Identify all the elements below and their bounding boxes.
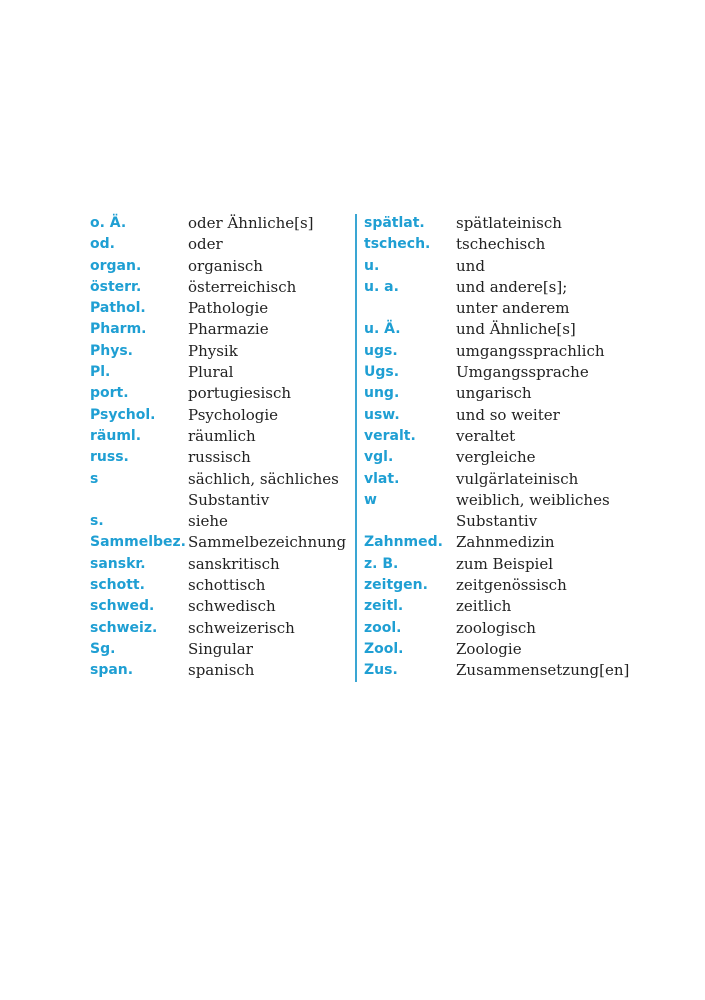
abbreviation-term: vlat.: [364, 470, 400, 487]
meaning-line: veraltet: [456, 426, 516, 445]
abbreviation-entry: [364, 319, 664, 340]
abbreviation-entry: [90, 469, 352, 512]
meaning-line: Psychologie: [188, 405, 279, 424]
abbreviation-term: vgl.: [364, 449, 394, 466]
abbreviation-entry: [364, 277, 664, 320]
meaning-line: schottisch: [188, 576, 266, 595]
meaning-line: sächlich, sächliches: [188, 469, 339, 488]
abbreviation-meaning: [456, 554, 553, 575]
abbreviation-entry: [364, 554, 664, 575]
meaning-line: schwedisch: [188, 597, 276, 616]
abbreviation-entry: [364, 639, 664, 660]
abbreviation-entry: [90, 319, 352, 340]
abbreviation-term: schweiz.: [90, 619, 158, 636]
abbreviation-term: Zus.: [364, 662, 398, 679]
abbreviation-entry: [90, 234, 352, 255]
meaning-line: siehe: [188, 512, 228, 531]
abbreviation-meaning: [188, 532, 346, 553]
abbreviation-meaning: [456, 277, 570, 320]
abbreviation-entry: [90, 639, 352, 660]
abbreviation-term: Zool.: [364, 640, 404, 657]
abbreviation-term: russ.: [90, 449, 129, 466]
abbreviation-term: zool.: [364, 619, 402, 636]
abbreviation-term: zeitgen.: [364, 577, 428, 594]
abbreviation-term: schwed.: [90, 598, 155, 615]
abbreviation-entry: [90, 277, 352, 298]
abbreviation-term: Psychol.: [90, 406, 156, 423]
abbreviation-term: Ugs.: [364, 364, 400, 381]
abbreviation-term: s: [90, 470, 99, 487]
abbreviation-meaning: [456, 532, 555, 553]
meaning-line: Singular: [188, 639, 253, 658]
abbreviation-meaning: [456, 405, 560, 426]
abbreviation-entry: [90, 298, 352, 319]
meaning-line: sanskritisch: [188, 554, 280, 573]
meaning-line: Pathologie: [188, 299, 269, 318]
meaning-line: zoologisch: [456, 618, 536, 637]
abbreviation-entry: [364, 362, 664, 383]
abbreviation-meaning: [188, 341, 238, 362]
abbreviation-entry: [90, 256, 352, 277]
meaning-line: Plural: [188, 363, 234, 382]
abbreviation-term: od.: [90, 236, 115, 253]
abbreviation-entry: [364, 426, 664, 447]
abbreviation-term: Sg.: [90, 640, 116, 657]
meaning-line: Substantiv: [456, 512, 538, 531]
abbreviation-entry: [364, 234, 664, 255]
abbreviation-meaning: [188, 362, 233, 383]
abbreviation-entry: [364, 469, 664, 490]
abbreviation-term: Pathol.: [90, 300, 146, 317]
abbreviation-term: veralt.: [364, 427, 416, 444]
meaning-line: vergleiche: [456, 448, 536, 467]
abbreviation-entry: [90, 426, 352, 447]
abbreviation-entry: [364, 490, 664, 533]
abbreviation-meaning: [456, 319, 576, 340]
meaning-line: und so weiter: [456, 405, 560, 424]
abbreviation-term: spätlat.: [364, 215, 425, 231]
abbreviation-term: zeitl.: [364, 598, 404, 615]
abbreviation-term: Pharm.: [90, 321, 147, 338]
abbreviation-entry: [90, 554, 352, 575]
abbreviation-entry: [90, 618, 352, 639]
abbreviation-term: österr.: [90, 278, 142, 295]
abbreviation-meaning: [188, 447, 251, 468]
abbreviation-entry: [90, 341, 352, 362]
abbreviation-term: o. Ä.: [90, 215, 127, 231]
abbreviation-entry: [90, 362, 352, 383]
meaning-line: schweizerisch: [188, 618, 295, 637]
abbreviation-entry: [90, 383, 352, 404]
abbreviation-term: w: [364, 491, 377, 508]
meaning-line: oder Ähnliche[s]: [188, 214, 314, 232]
abbreviation-entry: [90, 511, 352, 532]
abbreviation-term: sanskr.: [90, 555, 146, 572]
abbreviation-term: z. B.: [364, 555, 399, 572]
abbreviation-meaning: [188, 554, 280, 575]
abbreviation-term: tschech.: [364, 236, 431, 253]
abbreviation-meaning: [188, 256, 263, 277]
abbreviation-term: usw.: [364, 406, 400, 423]
meaning-line: und: [456, 256, 485, 275]
meaning-line: organisch: [188, 256, 263, 275]
meaning-line: unter anderem: [456, 299, 570, 318]
abbreviation-meaning: [188, 469, 339, 512]
meaning-line: umgangssprachlich: [456, 341, 605, 360]
abbreviation-entry: [364, 213, 664, 234]
abbreviation-meaning: [456, 341, 605, 362]
meaning-line: Pharmazie: [188, 320, 269, 339]
abbreviation-term: s.: [90, 513, 104, 530]
abbreviation-meaning: [188, 213, 314, 234]
meaning-line: Sammelbezeichnung: [188, 533, 347, 552]
abbreviation-meaning: [456, 234, 545, 255]
abbreviation-term: ung.: [364, 385, 400, 402]
meaning-line: vulgärlateinisch: [456, 469, 579, 488]
abbreviation-meaning: [188, 383, 291, 404]
abbreviation-term: Pl.: [90, 364, 111, 381]
meaning-line: räumlich: [188, 426, 256, 445]
meaning-line: tschechisch: [456, 235, 546, 254]
abbreviation-meaning: [188, 277, 296, 298]
meaning-line: zum Beispiel: [456, 554, 554, 573]
abbreviation-entry: [90, 213, 352, 234]
abbreviation-entry: [364, 532, 664, 553]
column-divider: [355, 214, 357, 682]
abbreviation-meaning: [456, 639, 522, 660]
meaning-line: Umgangssprache: [456, 363, 589, 382]
abbreviation-meaning: [456, 362, 589, 383]
abbreviation-term: schott.: [90, 577, 145, 594]
abbreviation-meaning: [188, 575, 265, 596]
meaning-line: russisch: [188, 448, 251, 467]
meaning-line: spätlateinisch: [456, 214, 562, 232]
abbreviation-meaning: [188, 618, 295, 639]
meaning-line: weiblich, weibliches: [456, 490, 610, 509]
abbreviation-entry: [364, 383, 664, 404]
abbreviation-meaning: [188, 511, 228, 532]
abbreviation-entry: [364, 256, 664, 277]
abbreviation-term: Sammelbez.: [90, 534, 186, 551]
abbreviation-meaning: [188, 639, 253, 660]
abbreviation-entry: [90, 575, 352, 596]
abbreviation-meaning: [456, 490, 610, 533]
meaning-line: Zusammensetzung[en]: [456, 661, 630, 680]
abbreviation-meaning: [456, 596, 511, 617]
abbreviation-entry: [364, 618, 664, 639]
abbreviation-meaning: [456, 469, 578, 490]
meaning-line: Physik: [188, 341, 238, 360]
meaning-line: Substantiv: [188, 490, 270, 509]
abbreviation-entry: [364, 596, 664, 617]
abbreviation-entry: [90, 447, 352, 468]
meaning-line: oder: [188, 235, 223, 254]
abbreviation-meaning: [188, 660, 254, 681]
abbreviation-term: port.: [90, 385, 129, 402]
abbreviation-term: span.: [90, 662, 134, 679]
abbreviation-term: organ.: [90, 257, 142, 274]
abbreviation-entry: [90, 405, 352, 426]
abbreviation-entry: [364, 660, 664, 681]
abbreviation-term: u.: [364, 257, 380, 274]
abbreviation-meaning: [456, 426, 515, 447]
abbreviation-entry: [90, 532, 352, 553]
abbreviation-meaning: [456, 447, 536, 468]
meaning-line: Zahnmedizin: [456, 533, 555, 552]
abbreviation-term: ugs.: [364, 342, 398, 359]
meaning-line: Zoologie: [456, 639, 522, 658]
abbreviation-meaning: [188, 234, 223, 255]
abbreviation-meaning: [456, 575, 567, 596]
abbreviation-entry: [90, 660, 352, 681]
meaning-line: spanisch: [188, 661, 255, 680]
abbreviation-entry: [364, 405, 664, 426]
meaning-line: zeitgenössisch: [456, 576, 567, 595]
abbreviation-entry: [90, 596, 352, 617]
abbreviation-meaning: [456, 618, 536, 639]
abbreviation-term: Zahnmed.: [364, 534, 443, 551]
abbreviation-meaning: [188, 426, 256, 447]
abbreviation-meaning: [188, 319, 269, 340]
meaning-line: und Ähnliche[s]: [456, 320, 576, 339]
abbreviation-meaning: [188, 596, 276, 617]
abbreviation-entry: [364, 447, 664, 468]
abbreviation-list-right: [364, 213, 664, 682]
abbreviation-term: räuml.: [90, 427, 142, 444]
abbreviation-meaning: [456, 213, 562, 234]
abbreviation-meaning: [188, 298, 268, 319]
abbreviation-entry: [364, 575, 664, 596]
abbreviation-meaning: [188, 405, 278, 426]
meaning-line: zeitlich: [456, 597, 512, 616]
abbreviation-list-left: [90, 213, 352, 682]
abbreviation-term: Phys.: [90, 342, 134, 359]
abbreviation-term: u. Ä.: [364, 321, 401, 338]
abbreviation-meaning: [456, 256, 485, 277]
abbreviation-term: u. a.: [364, 278, 399, 295]
meaning-line: portugiesisch: [188, 384, 292, 403]
abbreviation-meaning: [456, 660, 629, 681]
abbreviation-entry: [364, 341, 664, 362]
meaning-line: ungarisch: [456, 384, 532, 403]
abbreviation-meaning: [456, 383, 532, 404]
meaning-line: und andere[s];: [456, 277, 568, 296]
meaning-line: österreichisch: [188, 277, 297, 296]
